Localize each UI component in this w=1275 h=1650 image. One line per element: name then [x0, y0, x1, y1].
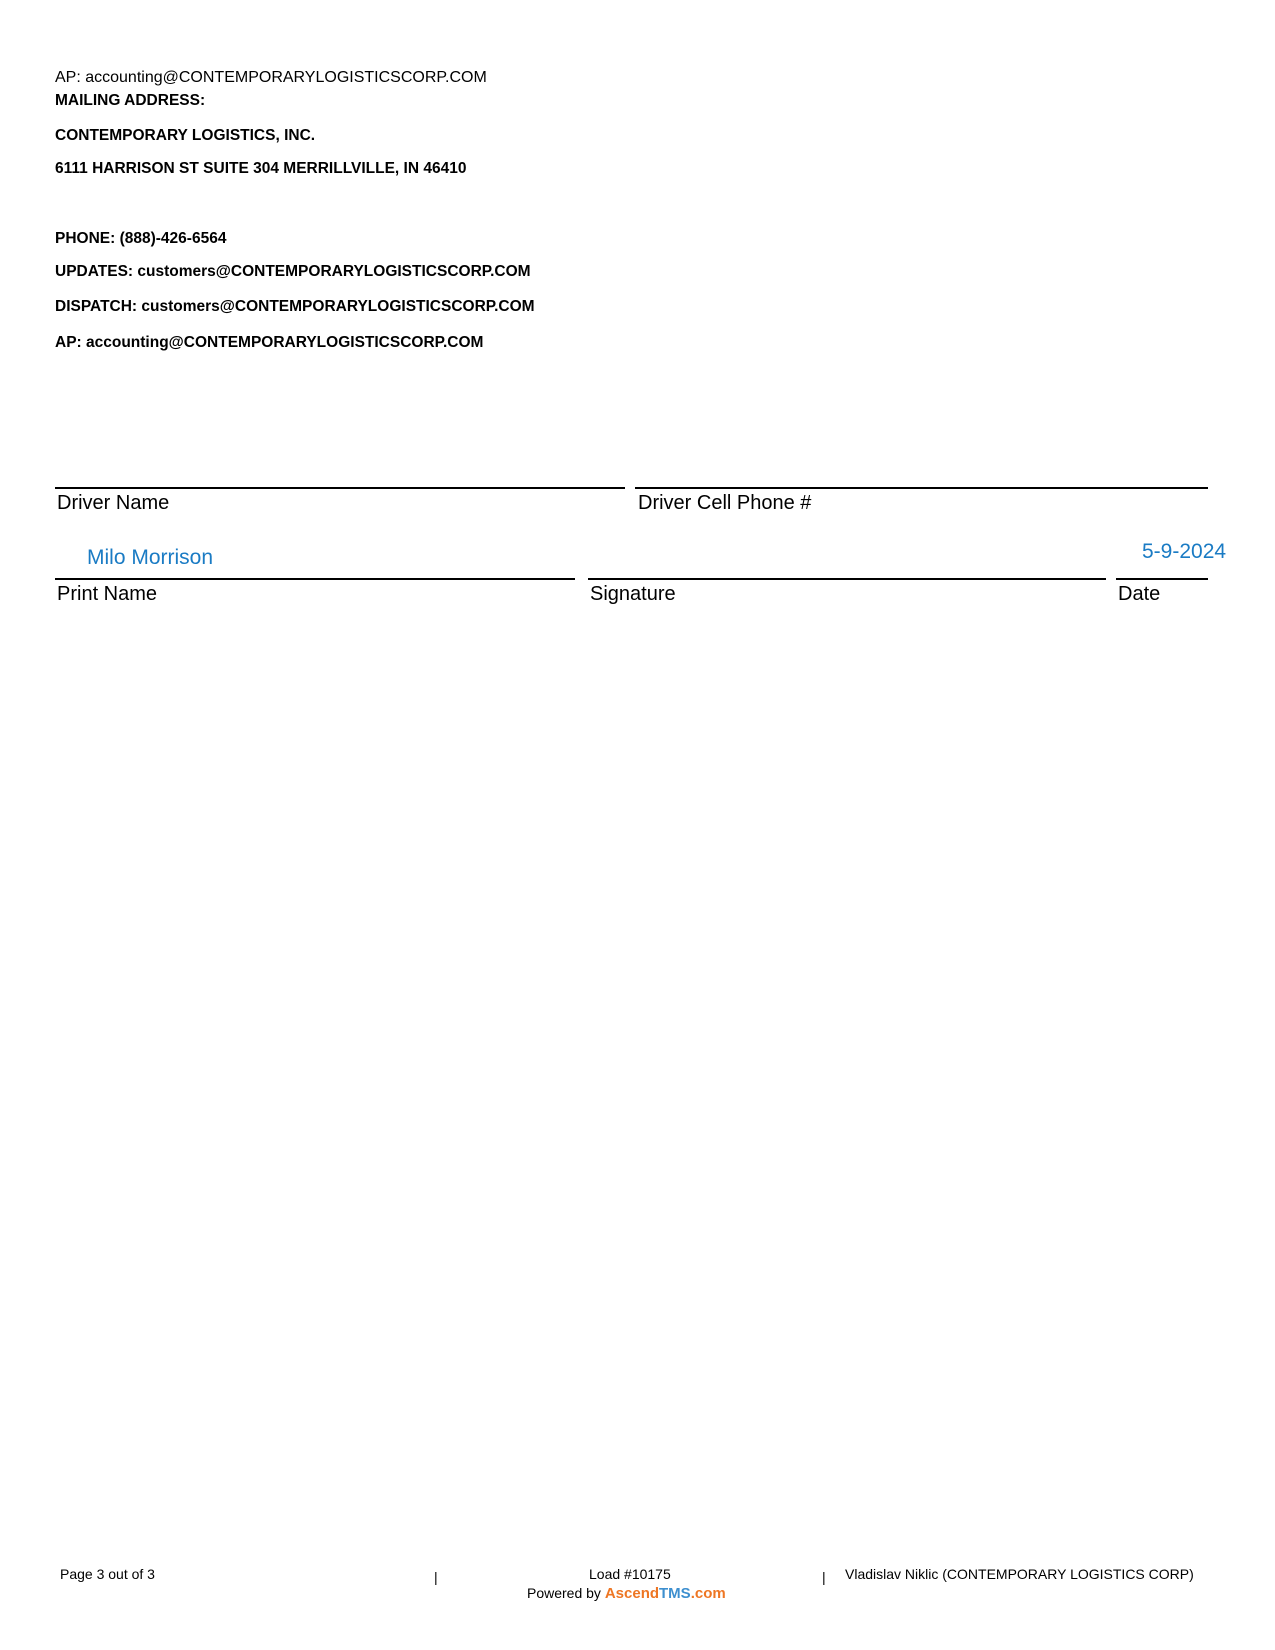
footer-user: Vladislav Niklic (CONTEMPORARY LOGISTICS CORP): [845, 1566, 1194, 1582]
company-address: 6111 HARRISON ST SUITE 304 MERRILLVILLE, IN 46410: [55, 160, 467, 177]
ap-contact-line: AP: accounting@CONTEMPORARYLOGISTICSCORP.COM: [55, 69, 487, 86]
driver-phone-line: [635, 487, 1208, 489]
print-name-label: Print Name: [57, 583, 158, 605]
date-value[interactable]: 5-9-2024: [1142, 540, 1227, 563]
date-line: [1116, 578, 1208, 580]
load-number: Load #10175: [589, 1566, 671, 1582]
brand-tms: TMS: [659, 1585, 691, 1602]
print-name-value[interactable]: Milo Morrison: [87, 546, 214, 569]
phone-line: PHONE: (888)-426-6564: [55, 230, 227, 247]
footer-separator-right: |: [822, 1569, 826, 1585]
driver-phone-label: Driver Cell Phone #: [638, 492, 812, 514]
powered-by-line: [527, 1585, 726, 1602]
signature-line: [588, 578, 1106, 580]
powered-by-label: Powered by: [527, 1585, 601, 1601]
updates-email-line: UPDATES: customers@CONTEMPORARYLOGISTICSCORP.COM: [55, 263, 531, 280]
dispatch-email-line: DISPATCH: customers@CONTEMPORARYLOGISTICSCORP.COM: [55, 298, 535, 315]
mailing-address-label: MAILING ADDRESS:: [55, 92, 206, 109]
ap-email-line: AP: accounting@CONTEMPORARYLOGISTICSCORP.COM: [55, 334, 484, 351]
driver-name-line: [55, 487, 625, 489]
brand-ascend: Ascend: [604, 1585, 660, 1602]
footer-separator-left: |: [434, 1569, 438, 1585]
page-number: Page 3 out of 3: [60, 1566, 155, 1582]
company-name: CONTEMPORARY LOGISTICS, INC.: [55, 127, 316, 144]
brand-dotcom: .com: [690, 1585, 726, 1602]
signature-label: Signature: [590, 583, 676, 605]
driver-name-label: Driver Name: [57, 492, 170, 514]
print-name-line: [55, 578, 575, 580]
ascendtms-logo[interactable]: [605, 1585, 726, 1602]
date-label: Date: [1118, 583, 1161, 605]
